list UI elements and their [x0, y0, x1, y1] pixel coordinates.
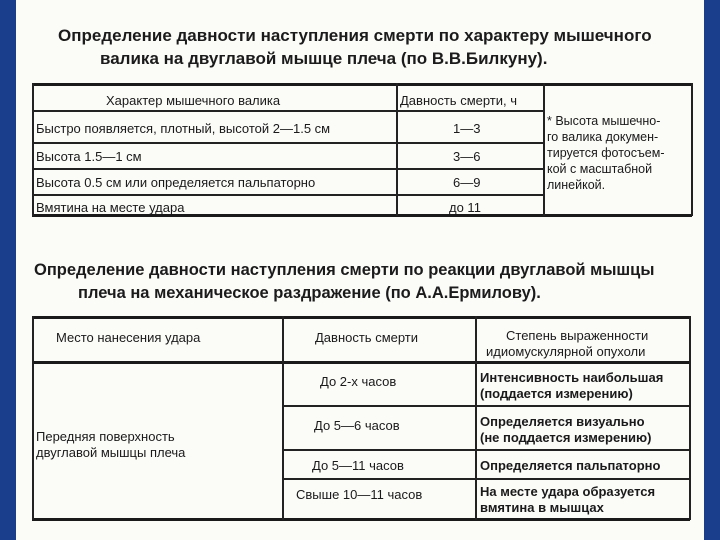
- table1-left-border: [32, 83, 34, 216]
- table2-cell-degree-line1: На месте удара образуется: [480, 484, 656, 499]
- table2-cell-time: До 5—6 часов: [314, 418, 400, 433]
- table2-cell-time: До 2-х часов: [320, 374, 397, 389]
- table1-col-divider: [396, 83, 398, 216]
- section1-title-line1: Определение давности наступления смерти по характеру мышечного: [58, 26, 652, 45]
- table2-header-degree-line2: идиомускулярной опухоли: [486, 344, 646, 359]
- table1-footnote: * Высота мышечно- го валика докумен- тируется фотосъем- кой с масштабной линейкой.: [547, 114, 665, 192]
- table2-header-divider: [32, 361, 690, 364]
- table2-row-divider: [282, 478, 690, 480]
- table1-cell-character: Вмятина на месте удара: [36, 200, 185, 215]
- table2-cell-time: До 5—11 часов: [312, 458, 404, 473]
- table2-row-divider: [282, 449, 690, 451]
- table2-header-degree-line1: Степень выраженности: [506, 328, 649, 343]
- table1-right-border: [691, 83, 693, 216]
- section2-title-line2: плеча на механическое раздражение (по А.А.Ермилову).: [78, 284, 541, 302]
- table2-header-time: Давность смерти: [315, 330, 419, 345]
- table1-row-divider: [32, 194, 544, 196]
- table1-header-divider: [32, 110, 544, 112]
- table2-right-border: [689, 316, 691, 520]
- table2-left-border: [32, 316, 34, 520]
- table1-cell-time: до 11: [449, 200, 481, 215]
- section2-title-line1: Определение давности наступления смерти по реакции двуглавой мышцы: [34, 261, 655, 279]
- table2-place-line2: двуглавой мышцы плеча: [36, 445, 186, 460]
- section1-title-line2: валика на двуглавой мышце плеча (по В.В.Билкуну).: [100, 49, 548, 68]
- table2-cell-degree-line2: (не поддается измерению): [480, 430, 652, 445]
- table1-cell-time: 3—6: [453, 149, 481, 164]
- table2-cell-degree-line2: вмятина в мышцах: [480, 500, 604, 515]
- table1-cell-character: Высота 0.5 см или определяется пальпаторно: [36, 175, 316, 190]
- table1-header-time: Давность смерти, ч: [400, 93, 518, 108]
- table2-row-divider: [282, 405, 690, 407]
- table2-cell-degree-line2: (поддается измерению): [480, 386, 633, 401]
- table1-cell-time: 6—9: [453, 175, 481, 190]
- table2-place-line1: Передняя поверхность: [36, 429, 175, 444]
- table2-cell-degree-line1: Интенсивность наибольшая: [480, 370, 664, 385]
- table1-top-border: [32, 83, 692, 86]
- table1-cell-character: Высота 1.5—1 см: [36, 149, 142, 164]
- table1-header-character: Характер мышечного валика: [106, 93, 281, 108]
- table1-cell-time: 1—3: [453, 121, 481, 136]
- table2-bottom-border: [32, 518, 690, 521]
- table2-col-divider: [282, 316, 284, 520]
- table2-cell-time: Свыше 10—11 часов: [296, 487, 423, 502]
- table1-row-divider: [32, 142, 544, 144]
- table2-cell-degree-line1: Определяется визуально: [480, 414, 645, 429]
- table1-col-divider: [543, 83, 545, 216]
- table2-col-divider: [475, 316, 477, 520]
- document-page: [16, 0, 704, 540]
- table2-cell-degree-line1: Определяется пальпаторно: [480, 458, 661, 473]
- table1-cell-character: Быстро появляется, плотный, высотой 2—1.5 см: [36, 121, 331, 136]
- table2-header-place: Место нанесения удара: [56, 330, 201, 345]
- table1-row-divider: [32, 168, 544, 170]
- table2-top-border: [32, 316, 690, 319]
